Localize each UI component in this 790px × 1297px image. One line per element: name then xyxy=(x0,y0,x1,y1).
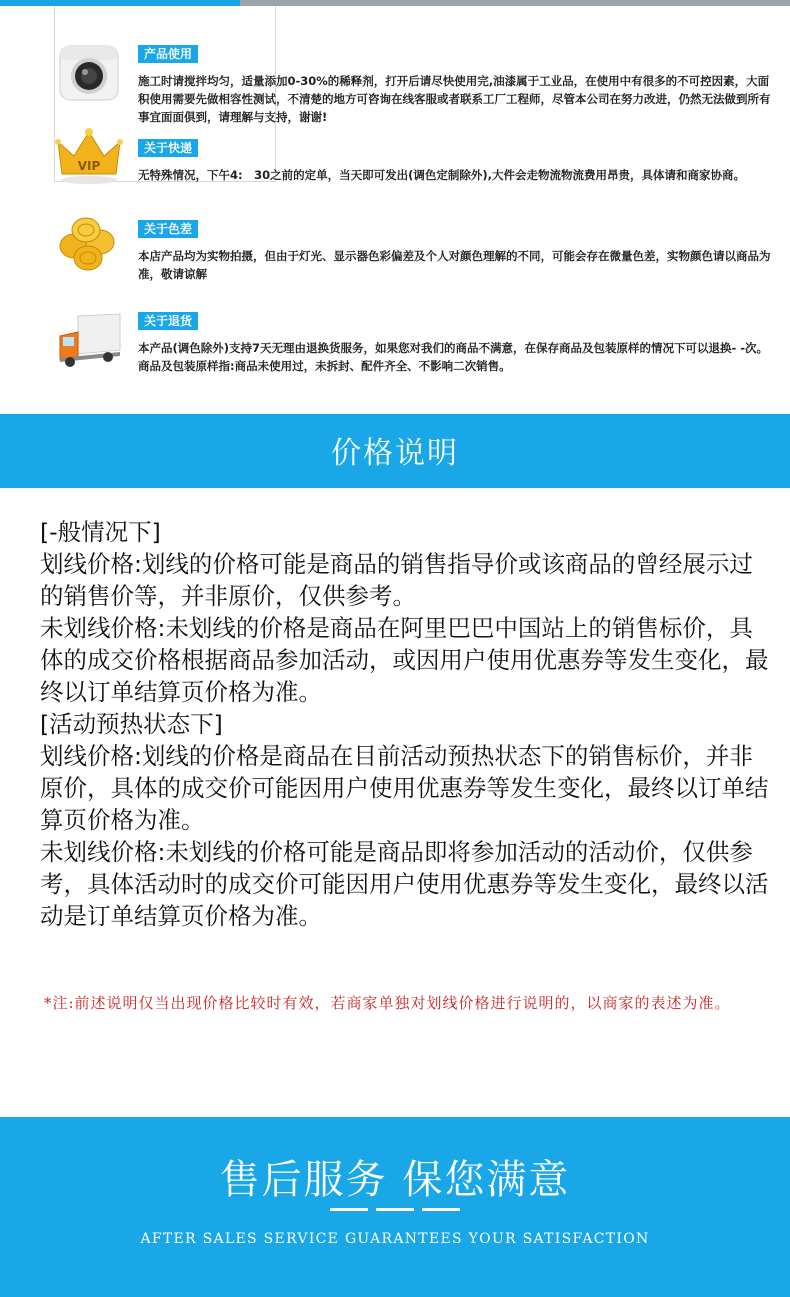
after-sales-subtitle: AFTER SALES SERVICE GUARANTEES YOUR SATISFACTION xyxy=(140,1231,650,1247)
gold-coins-icon xyxy=(54,212,124,274)
general-case-heading: [-般情况下] xyxy=(40,518,161,546)
tag-express: 关于快递 xyxy=(138,139,198,157)
svg-text:VIP: VIP xyxy=(77,159,101,173)
tag-returns: 关于退货 xyxy=(138,312,198,330)
preheat-case-heading: [活动预热状态下] xyxy=(40,710,223,738)
express-text: 无特殊情况，下午4: 30之前的定单，当天即可发出(调色定制除外),大件会走物流物流费用昂贵，具体请和商家协商。 xyxy=(138,168,745,182)
price-section-title: 价格说明 xyxy=(0,414,790,488)
price-explanation xyxy=(40,516,770,932)
after-sales-banner xyxy=(0,1117,790,1297)
top-grey-bar xyxy=(240,0,790,6)
camera-icon xyxy=(54,40,124,102)
tag-product-usage: 产品使用 xyxy=(138,45,198,63)
divider-line xyxy=(376,1208,414,1211)
strikethrough-price-general: 划线价格:划线的价格可能是商品的销售指导价或该商品的曾经展示过的销售价等，并非原价，仅供参考。 xyxy=(40,550,753,610)
divider-line xyxy=(422,1208,460,1211)
vip-crown-icon xyxy=(54,124,124,186)
tag-color-difference: 关于色差 xyxy=(138,220,198,238)
after-sales-title: 售后服务 保您满意 xyxy=(219,1157,571,1203)
strikethrough-price-preheat: 划线价格:划线的价格是商品在目前活动预热状态下的销售标价，并非原价，具体的成交价可能因用户使用优惠券等发生变化，最终以订单结算页价格为准。 xyxy=(40,742,769,834)
color-difference-text: 本店产品均为实物拍摄，但由于灯光、显示器色彩偏差及个人对颜色理解的不同，可能会存在微量色差，实物颜色请以商品为准，敬请谅解 xyxy=(138,249,771,281)
price-note: *注:前述说明仅当出现价格比较时有效，若商家单独对划线价格进行说明的，以商家的表述为准。 xyxy=(44,994,731,1012)
divider-line xyxy=(330,1208,368,1211)
non-strikethrough-price-general: 未划线价格:未划线的价格是商品在阿里巴巴中国站上的销售标价，具体的成交价格根据商品参加活动，或因用户使用优惠券等发生变化，最终以订单结算页价格为准。 xyxy=(40,614,769,706)
product-usage-text: 施工时请搅拌均匀，适量添加0-30%的稀释剂，打开后请尽快使用完,油漆属于工业品，在使用中有很多的不可控因素，大面积使用需要先做相容性测试，不清楚的地方可咨询在线客服或者联系工厂工程师，尽管本公司在努力改进，仍然无法做到所有事宜面面俱到，请理解与支持，谢谢! xyxy=(138,74,771,124)
returns-text: 本产品(调色除外)支持7天无理由退换货服务，如果您对我们的商品不满意，在保存商品及包装原样的情况下可以退换- -次。商品及包装原样指:商品未使用过，未拆封、配件齐全、不影响二次销售。 xyxy=(138,341,769,373)
delivery-truck-icon xyxy=(54,310,124,372)
non-strikethrough-price-preheat: 未划线价格:未划线的价格可能是商品即将参加活动的活动价，仅供参考，具体活动时的成交价可能因用户使用优惠券等发生变化，最终以活动是订单结算页价格为准。 xyxy=(40,838,769,930)
